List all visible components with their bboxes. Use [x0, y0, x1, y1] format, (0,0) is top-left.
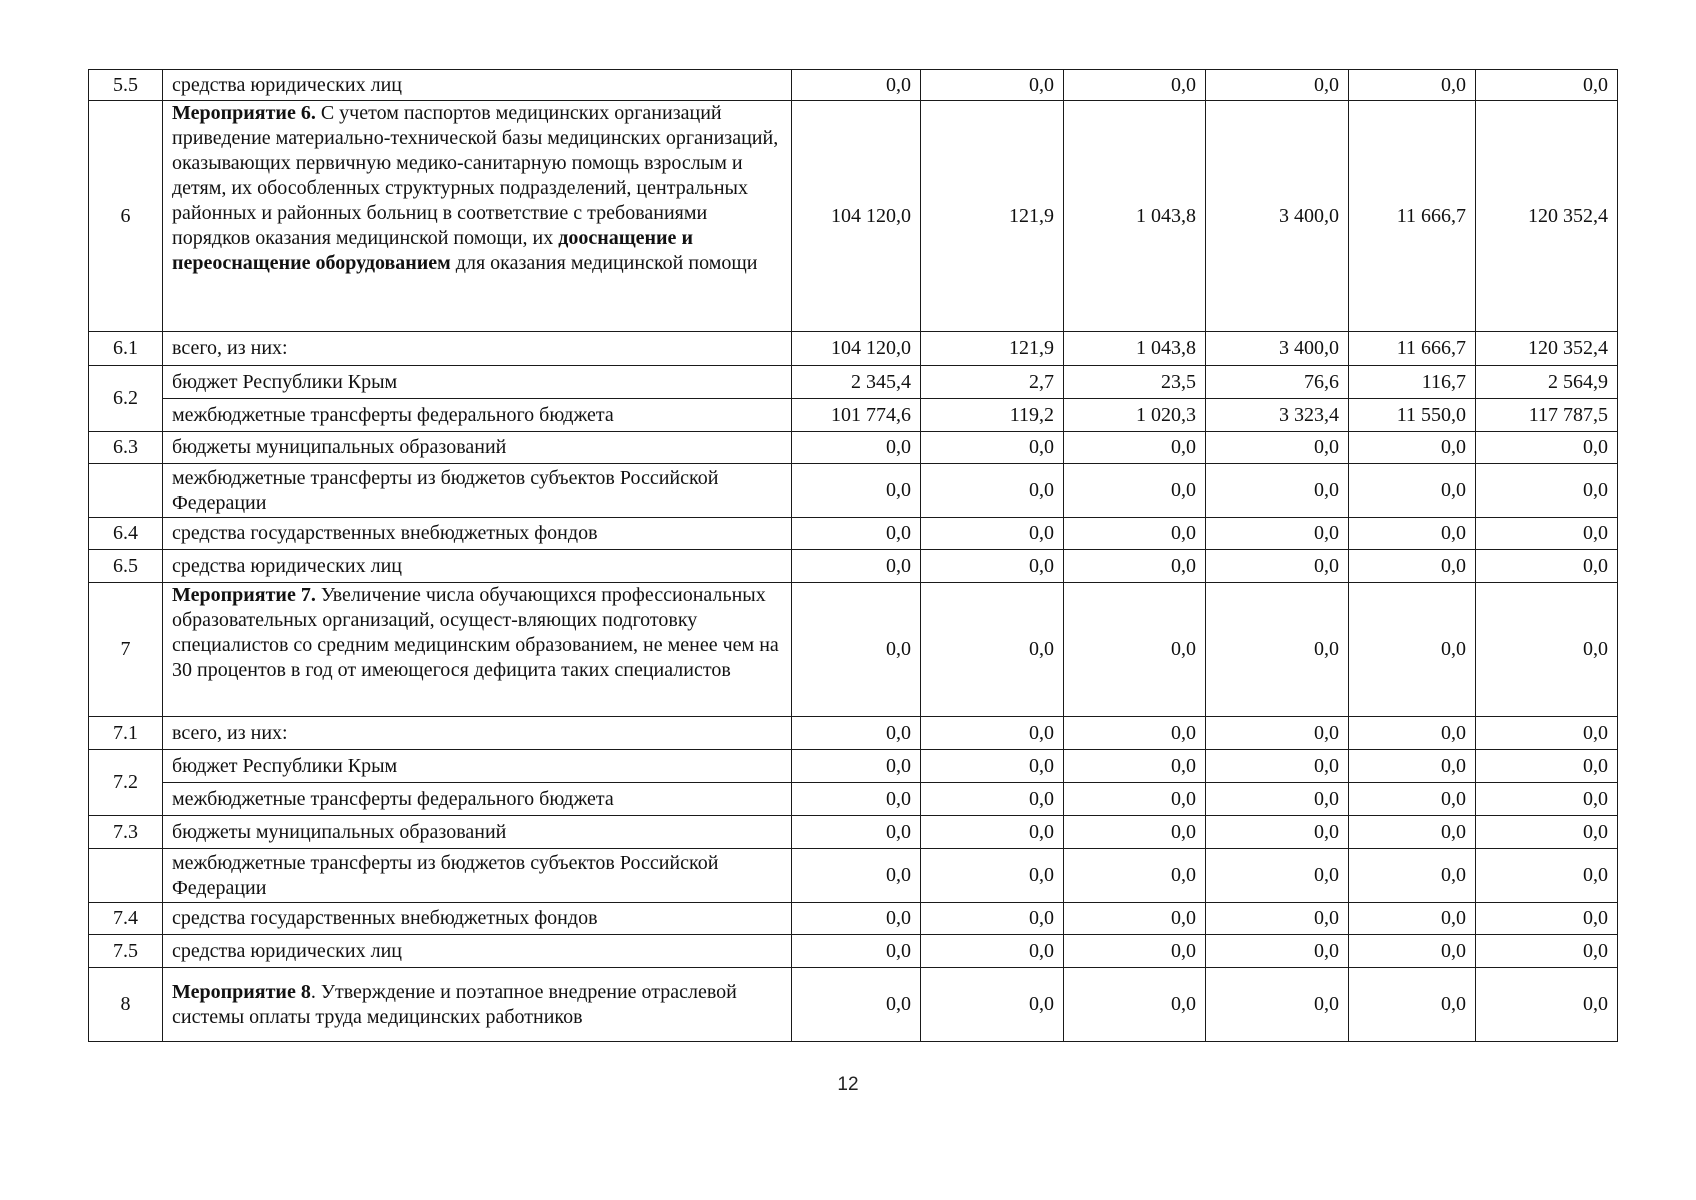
value-cell: 0,0	[792, 464, 921, 518]
row-number: 6.4	[89, 518, 163, 550]
value-cell: 120 352,4	[1476, 332, 1618, 366]
measure-emphasis: дооснащение и переоснащение оборудованием	[172, 227, 693, 274]
page-number: 12	[837, 1074, 859, 1095]
value-cell: 0,0	[792, 550, 921, 583]
value-cell: 0,0	[792, 70, 921, 101]
row-number: 7	[89, 583, 163, 717]
row-number: 7.5	[89, 935, 163, 968]
table-row	[89, 70, 1618, 101]
row-description: средства юридических лиц	[163, 550, 792, 583]
measure-text: Увеличение числа обучающихся профессиональных образовательных организаций, осущест-вляющих подготовку специалистов со средним медицинским образованием, не менее чем на 30 процентов в год от имеющегося дефицита таких специалистов	[172, 584, 779, 681]
row-number: 8	[89, 968, 163, 1042]
table-row	[89, 903, 1618, 935]
value-cell: 0,0	[1349, 903, 1476, 935]
value-cell: 0,0	[1476, 70, 1618, 101]
value-cell: 0,0	[1206, 70, 1349, 101]
table-row	[89, 399, 1618, 432]
value-cell: 0,0	[921, 849, 1064, 903]
table-row	[89, 432, 1618, 464]
value-cell: 120 352,4	[1476, 101, 1618, 332]
row-description: бюджет Республики Крым	[163, 366, 792, 399]
value-cell: 1 043,8	[1064, 101, 1206, 332]
value-cell: 0,0	[1064, 550, 1206, 583]
row-description: средства государственных внебюджетных фондов	[163, 903, 792, 935]
value-cell: 0,0	[1476, 750, 1618, 783]
value-cell: 119,2	[921, 399, 1064, 432]
value-cell: 0,0	[792, 783, 921, 816]
value-cell: 0,0	[792, 583, 921, 717]
value-cell: 0,0	[1206, 750, 1349, 783]
value-cell: 101 774,6	[792, 399, 921, 432]
row-number: 6.3	[89, 432, 163, 464]
value-cell: 121,9	[921, 101, 1064, 332]
value-cell: 11 550,0	[1349, 399, 1476, 432]
value-cell: 0,0	[1349, 550, 1476, 583]
value-cell: 0,0	[1476, 903, 1618, 935]
value-cell: 0,0	[1349, 464, 1476, 518]
value-cell: 2,7	[921, 366, 1064, 399]
value-cell: 1 043,8	[1064, 332, 1206, 366]
value-cell: 104 120,0	[792, 332, 921, 366]
row-number: 6	[89, 101, 163, 332]
measure-text: С учетом паспортов медицинских организаций приведение материально-технической базы медицинских организаций, оказывающих первичную медико-санитарную помощь взрослым и детям, их обособленных структурных подразделений, центральных районных и районных больниц в соответствие с требованиями порядков оказания медицинской помощи, их	[172, 102, 779, 249]
funding-table	[88, 69, 1618, 1042]
table-row	[89, 464, 1618, 518]
value-cell: 0,0	[921, 432, 1064, 464]
value-cell: 0,0	[921, 903, 1064, 935]
value-cell: 0,0	[792, 903, 921, 935]
value-cell: 0,0	[1206, 432, 1349, 464]
value-cell: 0,0	[792, 432, 921, 464]
value-cell: 0,0	[1064, 903, 1206, 935]
value-cell: 0,0	[1064, 750, 1206, 783]
value-cell: 0,0	[1064, 816, 1206, 849]
value-cell: 0,0	[792, 518, 921, 550]
table-row	[89, 783, 1618, 816]
value-cell: 0,0	[1476, 583, 1618, 717]
row-description: бюджет Республики Крым	[163, 750, 792, 783]
value-cell: 0,0	[792, 849, 921, 903]
value-cell: 0,0	[1064, 717, 1206, 750]
value-cell: 0,0	[1349, 849, 1476, 903]
value-cell: 0,0	[1349, 968, 1476, 1042]
value-cell: 0,0	[1349, 432, 1476, 464]
value-cell: 3 400,0	[1206, 332, 1349, 366]
table-row	[89, 518, 1618, 550]
value-cell: 0,0	[1064, 464, 1206, 518]
row-description: средства государственных внебюджетных фондов	[163, 518, 792, 550]
row-number: 5.5	[89, 70, 163, 101]
table-row	[89, 968, 1618, 1042]
row-description: межбюджетные трансферты федерального бюджета	[163, 399, 792, 432]
row-description: бюджеты муниципальных образований	[163, 432, 792, 464]
value-cell: 0,0	[1476, 550, 1618, 583]
value-cell: 0,0	[1064, 849, 1206, 903]
measure-title: Мероприятие 8	[172, 980, 311, 1003]
value-cell: 0,0	[1476, 816, 1618, 849]
row-number: 7.2	[89, 750, 163, 816]
table-row	[89, 717, 1618, 750]
table-row	[89, 366, 1618, 399]
value-cell: 0,0	[1476, 432, 1618, 464]
value-cell: 0,0	[921, 968, 1064, 1042]
value-cell: 0,0	[921, 464, 1064, 518]
value-cell: 0,0	[1206, 935, 1349, 968]
row-description	[163, 968, 792, 1042]
value-cell: 0,0	[1476, 935, 1618, 968]
row-description	[163, 583, 792, 717]
row-description: средства юридических лиц	[163, 935, 792, 968]
value-cell: 0,0	[792, 750, 921, 783]
value-cell: 0,0	[1206, 968, 1349, 1042]
value-cell: 76,6	[1206, 366, 1349, 399]
value-cell: 0,0	[792, 816, 921, 849]
table-row	[89, 935, 1618, 968]
value-cell: 0,0	[1349, 70, 1476, 101]
value-cell: 23,5	[1064, 366, 1206, 399]
row-number	[89, 849, 163, 903]
value-cell: 0,0	[921, 550, 1064, 583]
measure-title: Мероприятие 7.	[172, 584, 316, 606]
value-cell: 0,0	[1064, 583, 1206, 717]
row-description: всего, из них:	[163, 332, 792, 366]
row-description: межбюджетные трансферты федерального бюджета	[163, 783, 792, 816]
value-cell: 0,0	[792, 935, 921, 968]
row-description: межбюджетные трансферты из бюджетов субъектов Российской Федерации	[163, 849, 792, 903]
value-cell: 1 020,3	[1064, 399, 1206, 432]
value-cell: 0,0	[1206, 583, 1349, 717]
value-cell: 0,0	[1206, 849, 1349, 903]
row-description: средства юридических лиц	[163, 70, 792, 101]
value-cell: 0,0	[1476, 717, 1618, 750]
row-description	[163, 101, 792, 332]
value-cell: 0,0	[1349, 750, 1476, 783]
value-cell: 121,9	[921, 332, 1064, 366]
value-cell: 0,0	[1476, 783, 1618, 816]
value-cell: 3 323,4	[1206, 399, 1349, 432]
value-cell: 2 564,9	[1476, 366, 1618, 399]
value-cell: 0,0	[1064, 518, 1206, 550]
value-cell: 0,0	[921, 935, 1064, 968]
value-cell: 0,0	[792, 968, 921, 1042]
value-cell: 0,0	[1206, 783, 1349, 816]
table-row	[89, 750, 1618, 783]
row-number: 7.1	[89, 717, 163, 750]
value-cell: 0,0	[1206, 518, 1349, 550]
value-cell: 11 666,7	[1349, 101, 1476, 332]
table-row	[89, 550, 1618, 583]
value-cell: 0,0	[1349, 717, 1476, 750]
value-cell: 0,0	[1349, 783, 1476, 816]
value-cell: 0,0	[1476, 968, 1618, 1042]
value-cell: 0,0	[921, 583, 1064, 717]
value-cell: 0,0	[1349, 583, 1476, 717]
table-row	[89, 101, 1618, 332]
value-cell: 0,0	[1349, 935, 1476, 968]
row-number: 7.3	[89, 816, 163, 849]
table-row	[89, 816, 1618, 849]
row-description: бюджеты муниципальных образований	[163, 816, 792, 849]
measure-text: . Утверждение и поэтапное внедрение отраслевой системы оплаты труда медицинских работников	[172, 980, 737, 1028]
value-cell: 0,0	[921, 816, 1064, 849]
value-cell: 2 345,4	[792, 366, 921, 399]
table-row	[89, 583, 1618, 717]
row-number: 6.1	[89, 332, 163, 366]
value-cell: 0,0	[1064, 968, 1206, 1042]
row-description: всего, из них:	[163, 717, 792, 750]
value-cell: 11 666,7	[1349, 332, 1476, 366]
value-cell: 104 120,0	[792, 101, 921, 332]
value-cell: 0,0	[1064, 783, 1206, 816]
value-cell: 116,7	[1349, 366, 1476, 399]
value-cell: 3 400,0	[1206, 101, 1349, 332]
value-cell: 0,0	[1064, 70, 1206, 101]
row-number	[89, 464, 163, 518]
value-cell: 0,0	[1476, 849, 1618, 903]
table-row	[89, 849, 1618, 903]
value-cell: 0,0	[1349, 816, 1476, 849]
value-cell: 0,0	[921, 717, 1064, 750]
value-cell: 0,0	[921, 70, 1064, 101]
value-cell: 0,0	[1064, 935, 1206, 968]
value-cell: 0,0	[1476, 518, 1618, 550]
value-cell: 0,0	[921, 518, 1064, 550]
value-cell: 0,0	[1206, 903, 1349, 935]
row-number: 6.5	[89, 550, 163, 583]
value-cell: 0,0	[1206, 816, 1349, 849]
value-cell: 0,0	[1206, 464, 1349, 518]
value-cell: 0,0	[921, 750, 1064, 783]
measure-text-end: для оказания медицинской помощи	[450, 252, 758, 274]
measure-title: Мероприятие 6.	[172, 102, 316, 124]
value-cell: 0,0	[1206, 717, 1349, 750]
value-cell: 0,0	[792, 717, 921, 750]
row-description: межбюджетные трансферты из бюджетов субъектов Российской Федерации	[163, 464, 792, 518]
value-cell: 0,0	[1064, 432, 1206, 464]
value-cell: 0,0	[921, 783, 1064, 816]
value-cell: 0,0	[1349, 518, 1476, 550]
table-row	[89, 332, 1618, 366]
value-cell: 0,0	[1476, 464, 1618, 518]
row-number: 6.2	[89, 366, 163, 432]
value-cell: 0,0	[1206, 550, 1349, 583]
value-cell: 117 787,5	[1476, 399, 1618, 432]
row-number: 7.4	[89, 903, 163, 935]
